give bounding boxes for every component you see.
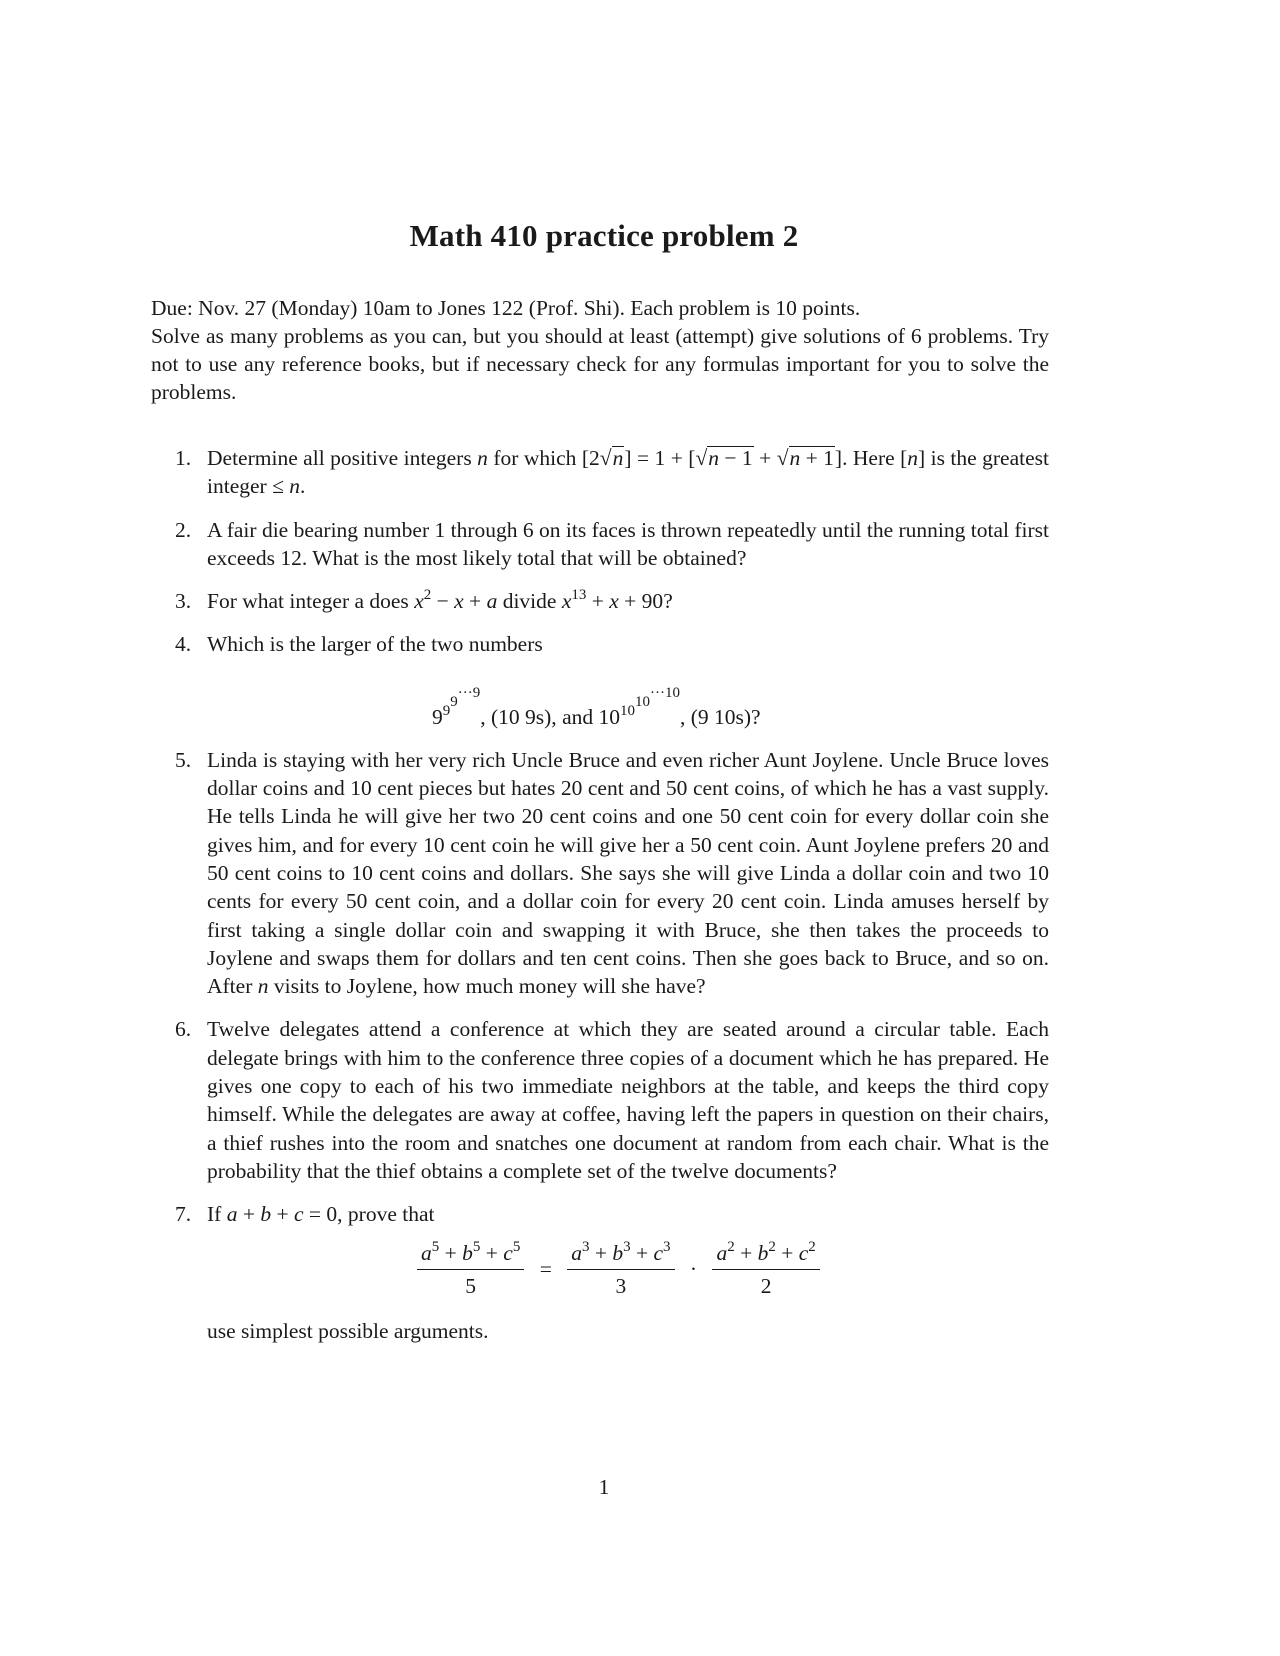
problem-5: 5. Linda is staying with her very rich Uncle Bruce and even richer Aunt Joylene. Uncle Bruce loves dollar coins and 10 cent pieces but hates 20 cent and 50 cent coins, of which he has a vast supply. He tells Linda he will give her two 20 cent coins and one 50 cent coin for every dollar coin she gives him, and for every 10 cent coin he will give her a 50 cent coin. Aunt Joylene prefers 20 and 50 cent coins to 10 cent coins and dollars. She says she will give Linda a dollar coin and two 10 cents for every 50 cent coin, and a dollar coin for every 20 cent coin. Linda amuses herself by first taking a single dollar coin and swapping it with Bruce, she then takes the proceeds to Joylene and swaps them for dollars and ten cent coins. Then she goes back to Bruce, and so on. After n visits to Joylene, how much money will she have? [175,747,1049,999]
problem-number: 2. [175,517,192,542]
fraction-fifth-powers: $\frac{a^5 + b^5 + c^5}{5}$ [417,1237,524,1302]
problem-number: 6. [175,1017,192,1042]
identity-display: $\frac{a^5 + b^5 + c^5}{5}$ = $\frac{a^3 + b^3 + c^3}{3}$ · $\frac{a^2 + b^2 + c^2}{2}$ [207,1237,1049,1301]
problem-number: 3. [175,589,192,614]
problem-number: 1. [175,446,192,470]
problem-number: 7. [175,1202,192,1227]
closing-note: use simplest possible arguments. [207,1318,489,1343]
problem-1: 1. Determine all positive integers n for which [2√n] = 1 + [√n − 1 + √n + 1]. Here [n] is the greatest integer ≤ n. [175,446,1049,499]
problem-7: 7. If a + b + c = 0, prove that $\frac{a^5 + b^5 + c^5}{5}$ = $\frac{a^3 + b^3 + c^3}{3}$ · $\frac{a^2 + b^2 + c^2}{2}$ use simplest possible arguments. [175,1200,1049,1345]
problem-6: 6. Twelve delegates attend a conference at which they are seated around a circular table. Each delegate brings with him to the conference three copies of a document which he has prepared. He gives one copy to each of his two immediate neighbors at the table, and keeps the third copy himself. While the delegates are away at coffee, having left the papers in question on their chairs, a thief rushes into the room and snatches one document at random from each chair. What is the probability that the thief obtains a complete set of the twelve documents? [175,1017,1049,1183]
power-tower-display: $9^{9^{9^{\cdot\cdot\cdot 9}}}$, (10 9s), and $10^{10^{10^{\cdot\cdot\cdot 10}}}$, (9 10s)? [432,684,761,729]
problem-number: 5. [175,747,192,772]
page-title: Math 410 practice problem 2 [409,218,799,253]
problem-4: 4. Which is the larger of the two numbers $9^{9^{9^{\cdot\cdot\cdot 9}}}$, (10 9s), and $10^{10^{10^{\cdot\cdot\cdot 10}}}$, (9 10s)? [175,630,1049,730]
page-number: 1 [598,1475,610,1499]
floor-equation: [2√n] = 1 + [√n − 1 + √n + 1] [581,446,843,470]
problem-2: 2. A fair die bearing number 1 through 6 on its faces is thrown repeatedly until the running total first exceeds 12. What is the most likely total that will be obtained? [175,517,1049,570]
fraction-squares: $\frac{a^2 + b^2 + c^2}{2}$ [712,1237,819,1302]
intro-paragraph [151,294,1049,406]
instructions-line: Solve as many problems as you can, but you should at least (attempt) give solutions of 6 problems. Try not to use any reference books, but if necessary check for any formulas important for you to solve the problems. [151,324,1049,404]
problem-list [175,444,1049,1345]
problem-3: 3. For what integer a does $x^2 - x + a$ divide $x^{13} + x + 90$? [175,587,1049,615]
due-line: Due: Nov. 27 (Monday) 10am to Jones 122 (Prof. Shi). Each problem is 10 points. [151,296,861,320]
problem-number: 4. [175,632,192,657]
fraction-cubes: $\frac{a^3 + b^3 + c^3}{3}$ [567,1237,674,1302]
